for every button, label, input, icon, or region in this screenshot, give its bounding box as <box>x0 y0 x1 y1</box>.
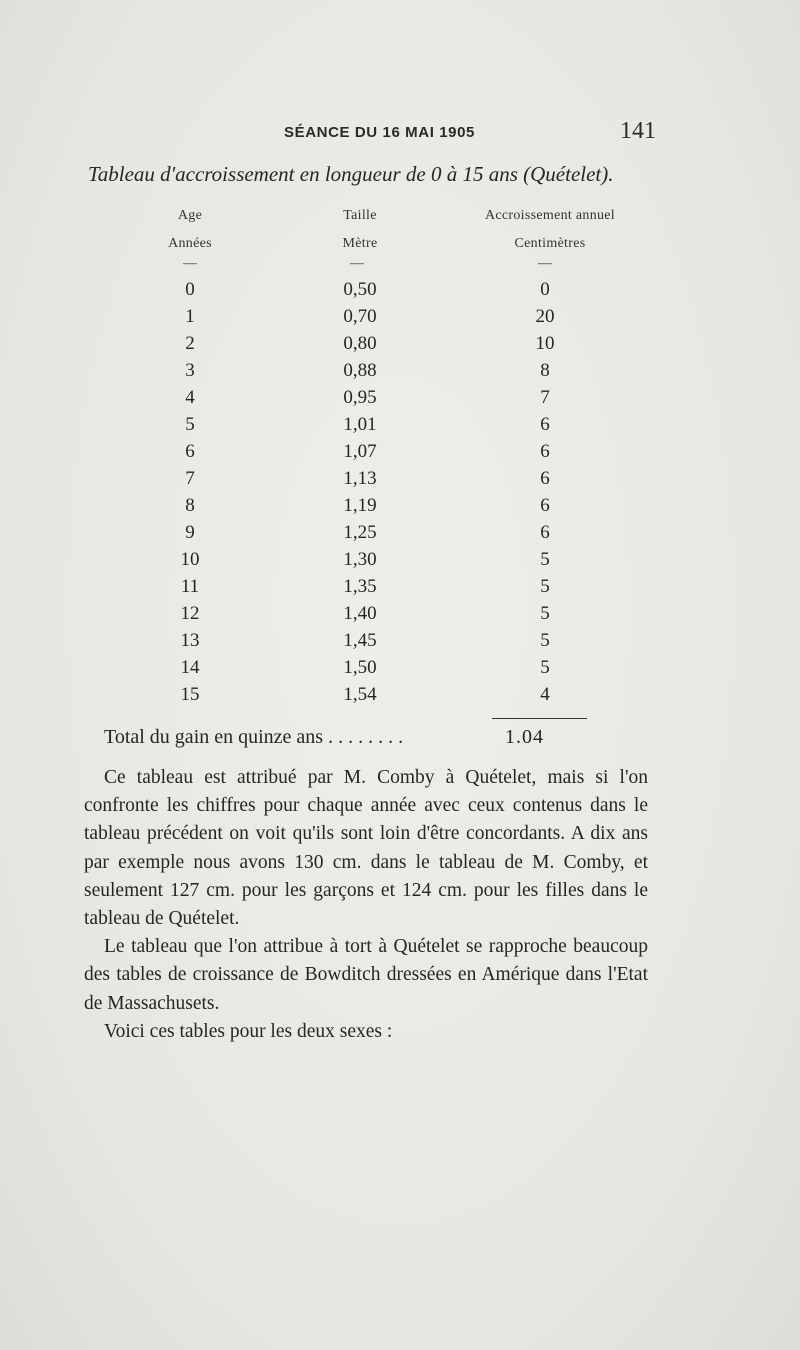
column-header-accroissement: Accroissement annuel <box>484 208 615 223</box>
age-cell: 9 <box>185 522 195 543</box>
column-header-age: Age <box>177 208 203 223</box>
taille-cell: 1,13 <box>343 468 377 489</box>
table-row <box>0 657 800 684</box>
taille-cell: 0,50 <box>343 279 377 300</box>
table-row <box>0 468 800 495</box>
total-rule <box>492 718 587 719</box>
table-row <box>0 333 800 360</box>
age-cell: 11 <box>180 576 200 597</box>
taille-cell: 1,54 <box>343 684 377 705</box>
taille-cell: 1,07 <box>343 441 377 462</box>
taille-cell: 0,95 <box>343 387 377 408</box>
total-label: Total du gain en quinze ans . . . . . . . . <box>104 726 404 748</box>
paragraph: Ce tableau est attribué par M. Comby à Quételet, mais si l'on confronte les chiffres pour chaque année avec ceux contenus dans le tableau précédent on voit qu'ils sont loin d'être concordants. A dix ans par exemple nous avons 130 cm. dans le tableau de M. Comby, et seulement 127 cm. pour les garçons et 124 cm. pour les filles dans le tableau de Quételet. <box>84 767 648 930</box>
total-value: 1.04 <box>505 726 544 748</box>
table-row <box>0 279 800 306</box>
age-cell: 8 <box>185 495 195 516</box>
taille-cell: 0,70 <box>343 306 377 327</box>
age-cell: 10 <box>180 549 200 570</box>
accroissement-cell: 7 <box>540 387 550 408</box>
accroissement-cell: 6 <box>540 468 550 489</box>
accroissement-cell: 6 <box>540 441 550 462</box>
age-cell: 5 <box>185 414 195 435</box>
taille-cell: 0,88 <box>343 360 377 381</box>
accroissement-cell: 8 <box>540 360 550 381</box>
accroissement-cell: 6 <box>540 495 550 516</box>
age-cell: 2 <box>185 333 195 354</box>
taille-cell: 1,50 <box>343 657 377 678</box>
accroissement-cell: 4 <box>540 684 550 705</box>
age-cell: 13 <box>180 630 200 651</box>
table-row <box>0 414 800 441</box>
taille-cell: 1,35 <box>343 576 377 597</box>
column-separator: — <box>538 256 552 271</box>
taille-cell: 1,01 <box>343 414 377 435</box>
accroissement-cell: 5 <box>540 603 550 624</box>
column-unit-age: Années <box>168 236 212 251</box>
age-cell: 1 <box>185 306 195 327</box>
page-header <box>0 118 800 148</box>
taille-cell: 0,80 <box>343 333 377 354</box>
age-cell: 12 <box>180 603 200 624</box>
table-row <box>0 630 800 657</box>
table-title: Tableau d'accroissement en longueur de 0 à 15 ans (Quételet). <box>88 162 614 186</box>
table-row <box>0 684 800 711</box>
age-cell: 6 <box>185 441 195 462</box>
taille-cell: 1,25 <box>343 522 377 543</box>
taille-cell: 1,30 <box>343 549 377 570</box>
column-unit-taille: Mètre <box>342 236 378 251</box>
body-text <box>84 764 648 1046</box>
taille-cell: 1,19 <box>343 495 377 516</box>
accroissement-cell: 5 <box>540 576 550 597</box>
column-separator: — <box>350 256 364 271</box>
table-row <box>0 522 800 549</box>
accroissement-cell: 10 <box>535 333 555 354</box>
accroissement-cell: 6 <box>540 414 550 435</box>
paragraph: Voici ces tables pour les deux sexes : <box>104 1020 393 1042</box>
accroissement-cell: 20 <box>535 306 555 327</box>
age-cell: 15 <box>180 684 200 705</box>
table-row <box>0 387 800 414</box>
accroissement-cell: 0 <box>540 279 550 300</box>
page-number: 141 <box>620 118 656 144</box>
age-cell: 3 <box>185 360 195 381</box>
accroissement-cell: 5 <box>540 630 550 651</box>
table-row <box>0 360 800 387</box>
running-head: SÉANCE DU 16 MAI 1905 <box>284 124 475 141</box>
table-row <box>0 549 800 576</box>
table-row <box>0 306 800 333</box>
table-row <box>0 441 800 468</box>
column-separator: — <box>183 256 197 271</box>
accroissement-cell: 5 <box>540 549 550 570</box>
paragraph: Le tableau que l'on attribue à tort à Quételet se rapproche beaucoup des tables de croissance de Bowditch dressées en Amérique dans l'Etat de Massachusets. <box>84 936 648 1014</box>
table-row <box>0 576 800 603</box>
age-cell: 0 <box>185 279 195 300</box>
age-cell: 14 <box>180 657 200 678</box>
age-cell: 7 <box>185 468 195 489</box>
accroissement-cell: 6 <box>540 522 550 543</box>
age-cell: 4 <box>185 387 195 408</box>
taille-cell: 1,40 <box>343 603 377 624</box>
column-unit-accroissement: Centimètres <box>514 236 586 251</box>
accroissement-cell: 5 <box>540 657 550 678</box>
taille-cell: 1,45 <box>343 630 377 651</box>
table-row <box>0 603 800 630</box>
table-row <box>0 495 800 522</box>
column-header-taille: Taille <box>343 208 377 223</box>
